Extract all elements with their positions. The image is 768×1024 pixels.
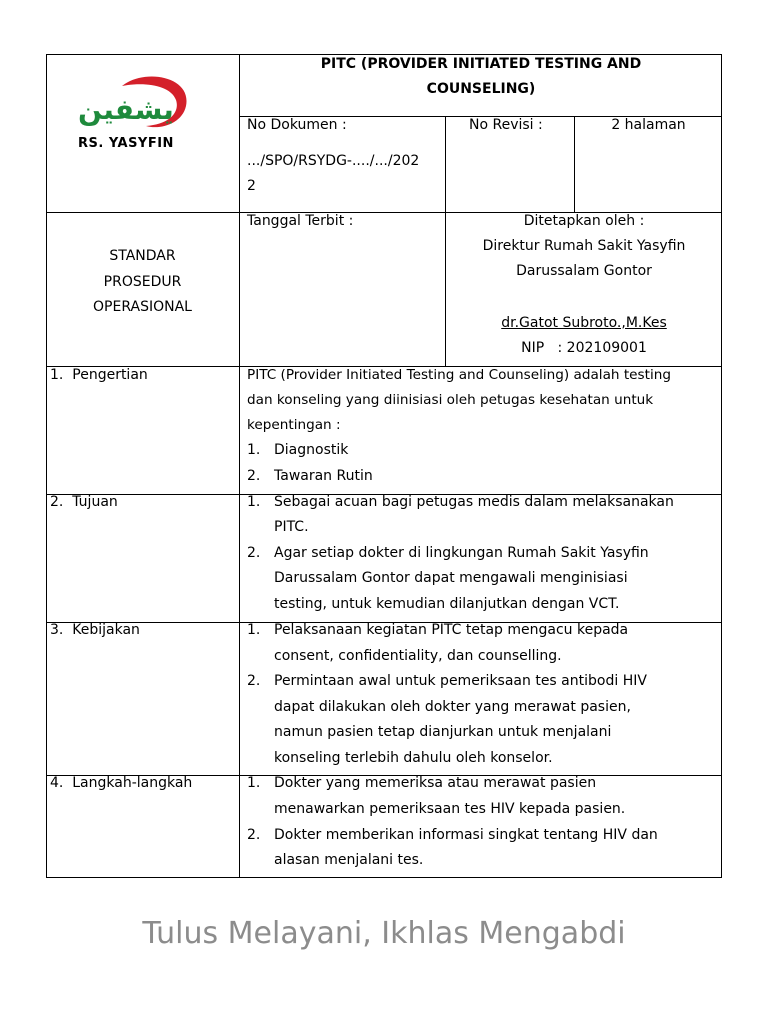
page-count: 2 halaman (611, 117, 686, 133)
revision-label: No Revisi : (469, 117, 543, 133)
kebijakan-item2-line3: namun pasien tetap dianjurkan untuk menjalani (274, 724, 612, 740)
tujuan-item1-line2: PITC. (274, 519, 309, 535)
logo-hospital-name: RS. YASYFIN (78, 136, 174, 151)
section-label-pengertian: 1. Pengertian (50, 367, 148, 383)
approver-line1: Direktur Rumah Sakit Yasyfin (482, 238, 686, 254)
langkah-item1-line2: menawarkan pemeriksaan tes HIV kepada pasien. (274, 801, 626, 817)
pengertian-line1: PITC (Provider Initiated Testing and Counseling) adalah testing (247, 367, 671, 383)
issue-date-label: Tanggal Terbit : (247, 213, 354, 229)
kebijakan-item1-number: 1. (247, 622, 261, 638)
tujuan-item1-line1: Sebagai acuan bagi petugas medis dalam melaksanakan (274, 494, 674, 510)
tujuan-item2-number: 2. (247, 545, 261, 561)
sop-label-line2: PROSEDUR (103, 274, 182, 290)
pengertian-item1-number: 1. (247, 442, 261, 458)
approver-line2: Darussalam Gontor (516, 263, 652, 279)
vline-doc-revision (445, 116, 446, 212)
kebijakan-item2-line4: konseling terlebih dahulu oleh konselor. (274, 750, 553, 766)
langkah-item2-line1: Dokter memberikan informasi singkat tentang HIV dan (274, 827, 658, 843)
tujuan-item2-line1: Agar setiap dokter di lingkungan Rumah Sakit Yasyfin (274, 545, 649, 561)
doc-number-value-line2: 2 (247, 178, 256, 194)
doc-number-value-line1: .../SPO/RSYDG-..../.../202 (247, 153, 420, 169)
pengertian-item2: Tawaran Rutin (274, 468, 373, 484)
hospital-logo (74, 72, 214, 160)
sop-document (46, 54, 722, 878)
kebijakan-item1-line1: Pelaksanaan kegiatan PITC tetap mengacu kepada (274, 622, 629, 638)
logo-arabic-text: يشفين (78, 93, 174, 126)
pengertian-item1: Diagnostik (274, 442, 349, 458)
langkah-item2-line2: alasan menjalani tes. (274, 852, 424, 868)
section-label-tujuan: 2. Tujuan (50, 494, 118, 510)
pengertian-line2: dan konseling yang diinisiasi oleh petugas kesehatan untuk (247, 392, 654, 408)
kebijakan-item2-line2: dapat dilakukan oleh dokter yang merawat pasien, (274, 699, 631, 715)
langkah-item1-line1: Dokter yang memeriksa atau merawat pasien (274, 775, 597, 791)
langkah-item2-number: 2. (247, 827, 261, 843)
signatory-nip: NIP : 202109001 (521, 340, 647, 356)
pengertian-line3: kepentingan : (247, 417, 341, 433)
tujuan-item1-number: 1. (247, 494, 261, 510)
vline-left-column (239, 54, 240, 878)
tujuan-item2-line2: Darussalam Gontor dapat mengawali menginisiasi (274, 570, 628, 586)
doc-number-label: No Dokumen : (247, 117, 347, 133)
kebijakan-item2-number: 2. (247, 673, 261, 689)
kebijakan-item1-line2: consent, confidentiality, dan counselling. (274, 648, 562, 664)
tujuan-item2-line3: testing, untuk kemudian dilanjutkan dengan VCT. (274, 596, 620, 612)
document-title-line2: COUNSELING) (426, 81, 536, 97)
section-label-kebijakan: 3. Kebijakan (50, 622, 140, 638)
approved-by-label: Ditetapkan oleh : (523, 213, 645, 229)
footer-slogan: Tulus Melayani, Ikhlas Mengabdi (142, 916, 626, 951)
document-title-line1: PITC (PROVIDER INITIATED TESTING AND (320, 56, 642, 72)
sop-label-line1: STANDAR (109, 248, 176, 264)
langkah-item1-number: 1. (247, 775, 261, 791)
kebijakan-item2-line1: Permintaan awal untuk pemeriksaan tes antibodi HIV (274, 673, 647, 689)
sop-label-line3: OPERASIONAL (93, 299, 192, 315)
signatory-name: dr.Gatot Subroto.,M.Kes (501, 315, 667, 331)
section-label-langkah: 4. Langkah-langkah (50, 775, 193, 791)
pengertian-item2-number: 2. (247, 468, 261, 484)
